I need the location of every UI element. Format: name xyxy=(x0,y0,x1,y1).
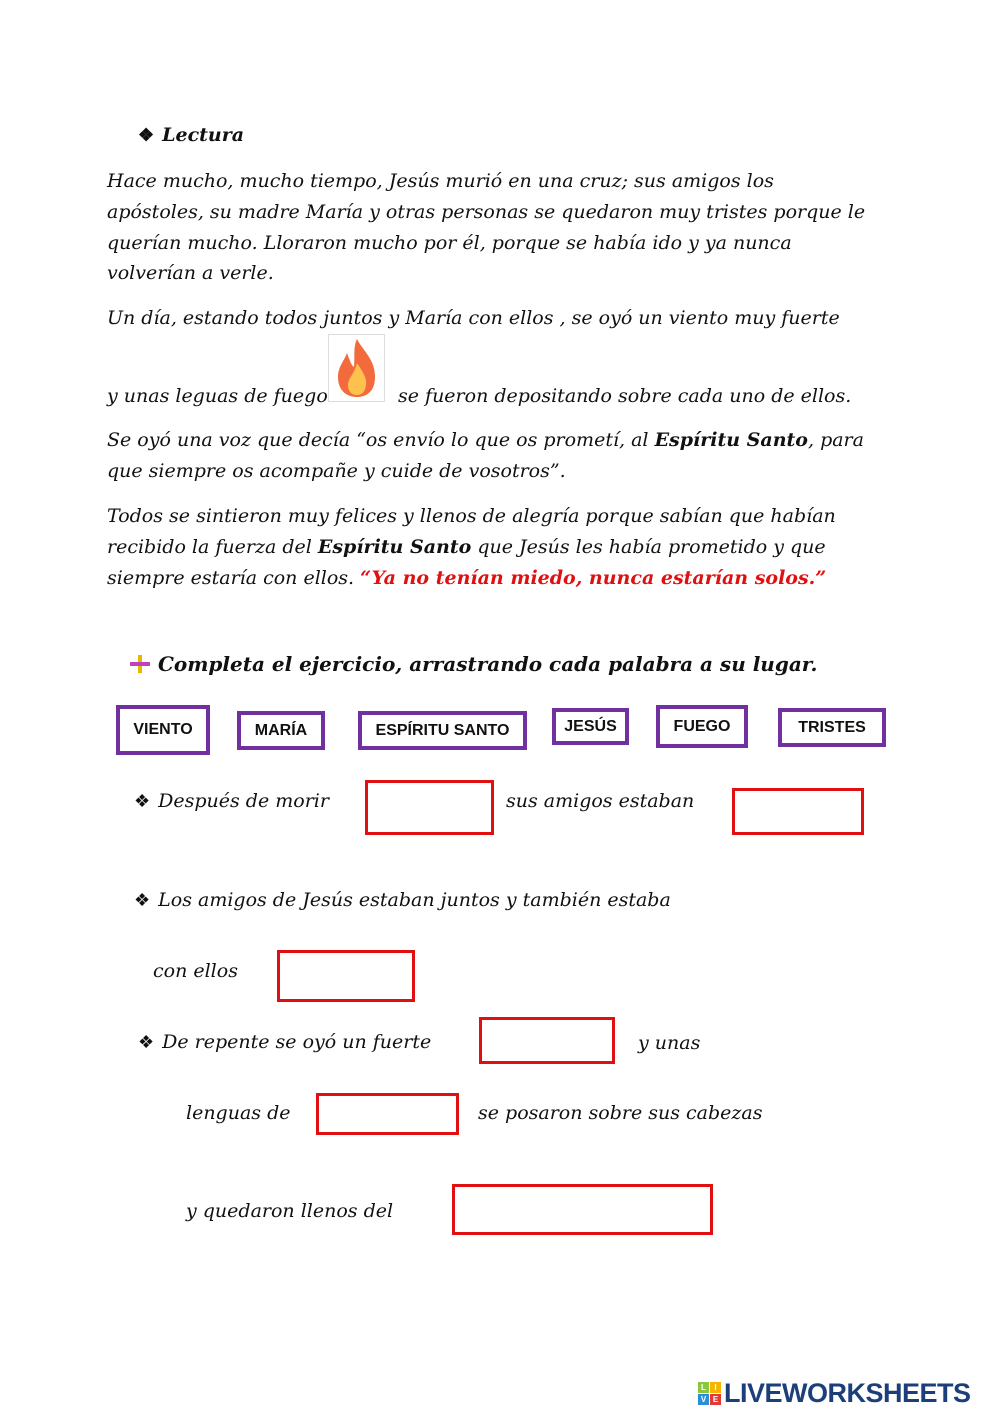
cross-bullet-icon xyxy=(130,655,152,673)
liveworksheets-logo xyxy=(698,1378,971,1409)
paragraph-line: Un día, estando todos juntos y María con ellos , se oyó un viento muy fuerte xyxy=(107,307,840,329)
heading-text: Lectura xyxy=(162,124,245,146)
sentence-text: y quedaron llenos del xyxy=(186,1200,394,1222)
paragraph-line xyxy=(107,535,826,559)
sentence-text xyxy=(138,1030,431,1055)
flame-image xyxy=(328,334,385,402)
drop-zone[interactable] xyxy=(277,950,415,1002)
paragraph-line xyxy=(107,566,826,590)
drop-zone[interactable] xyxy=(479,1017,615,1064)
drop-zone[interactable] xyxy=(452,1184,713,1235)
paragraph-line: apóstoles, su madre María y otras personas se quedaron muy tristes porque le xyxy=(107,201,866,223)
bold-text: Espíritu Santo xyxy=(317,536,472,558)
sentence-text: se posaron sobre sus cabezas xyxy=(478,1102,763,1124)
drop-zone[interactable] xyxy=(732,788,864,835)
paragraph-line: Todos se sintieron muy felices y llenos de alegría porque sabían que habían xyxy=(107,505,836,527)
text: recibido la fuerza del xyxy=(107,536,318,558)
drop-zone[interactable] xyxy=(316,1093,459,1135)
word-tile-viento[interactable]: VIENTO xyxy=(116,705,210,755)
paragraph-line xyxy=(107,428,864,452)
word-tile-tristes[interactable]: TRISTES xyxy=(778,708,886,747)
word-tile-maria[interactable]: MARÍA xyxy=(237,711,325,750)
diamond-bullet-icon: ❖ xyxy=(134,791,151,812)
brand-name: LIVEWORKSHEETS xyxy=(724,1378,971,1408)
sentence-text: y unas xyxy=(638,1032,701,1054)
sentence-text: con ellos xyxy=(153,960,238,982)
sentence-text xyxy=(134,888,671,913)
logo-letter: V xyxy=(698,1394,709,1405)
sentence-text: sus amigos estaban xyxy=(506,790,695,812)
word-tile-jesus[interactable]: JESÚS xyxy=(552,708,629,745)
sentence-text xyxy=(134,789,329,814)
logo-letter: I xyxy=(710,1382,721,1393)
bold-text: Espíritu Santo xyxy=(654,429,808,451)
text: , para xyxy=(807,429,864,451)
diamond-bullet-icon: ❖ xyxy=(138,1032,155,1053)
word-tile-fuego[interactable]: FUEGO xyxy=(656,705,748,748)
logo-letter: E xyxy=(710,1394,721,1405)
paragraph-line: y unas leguas de fuego xyxy=(107,385,328,407)
diamond-bullet-icon: ❖ xyxy=(138,125,155,146)
logo-icon xyxy=(698,1382,721,1405)
sentence-text: lenguas de xyxy=(186,1102,291,1124)
red-quote: “Ya no tenían miedo, nunca estarían solos.” xyxy=(360,567,827,589)
drop-zone[interactable] xyxy=(365,780,494,835)
logo-letter: L xyxy=(698,1382,709,1393)
paragraph-line: querían mucho. Lloraron mucho por él, porque se había ido y ya nunca xyxy=(107,232,792,254)
exercise-instruction xyxy=(130,652,817,676)
text: que Jesús les había prometido y que xyxy=(471,536,826,558)
text: De repente se oyó un fuerte xyxy=(162,1031,432,1053)
instruction-text: Completa el ejercicio, arrastrando cada palabra a su lugar. xyxy=(158,652,818,676)
paragraph-line: Hace mucho, mucho tiempo, Jesús murió en una cruz; sus amigos los xyxy=(107,170,774,192)
reading-heading xyxy=(138,123,244,148)
text: siempre estaría con ellos. xyxy=(107,567,361,589)
text: Después de morir xyxy=(158,790,329,812)
text: Se oyó una voz que decía “os envío lo que os prometí, al xyxy=(107,429,655,451)
text: Los amigos de Jesús estaban juntos y también estaba xyxy=(158,889,671,911)
paragraph-line: se fueron depositando sobre cada uno de ellos. xyxy=(398,385,852,407)
word-tile-espiritu-santo[interactable]: ESPÍRITU SANTO xyxy=(358,711,527,750)
diamond-bullet-icon: ❖ xyxy=(134,890,151,911)
paragraph-line: volverían a verle. xyxy=(107,262,274,284)
paragraph-line: que siempre os acompañe y cuide de vosotros”. xyxy=(107,460,566,482)
